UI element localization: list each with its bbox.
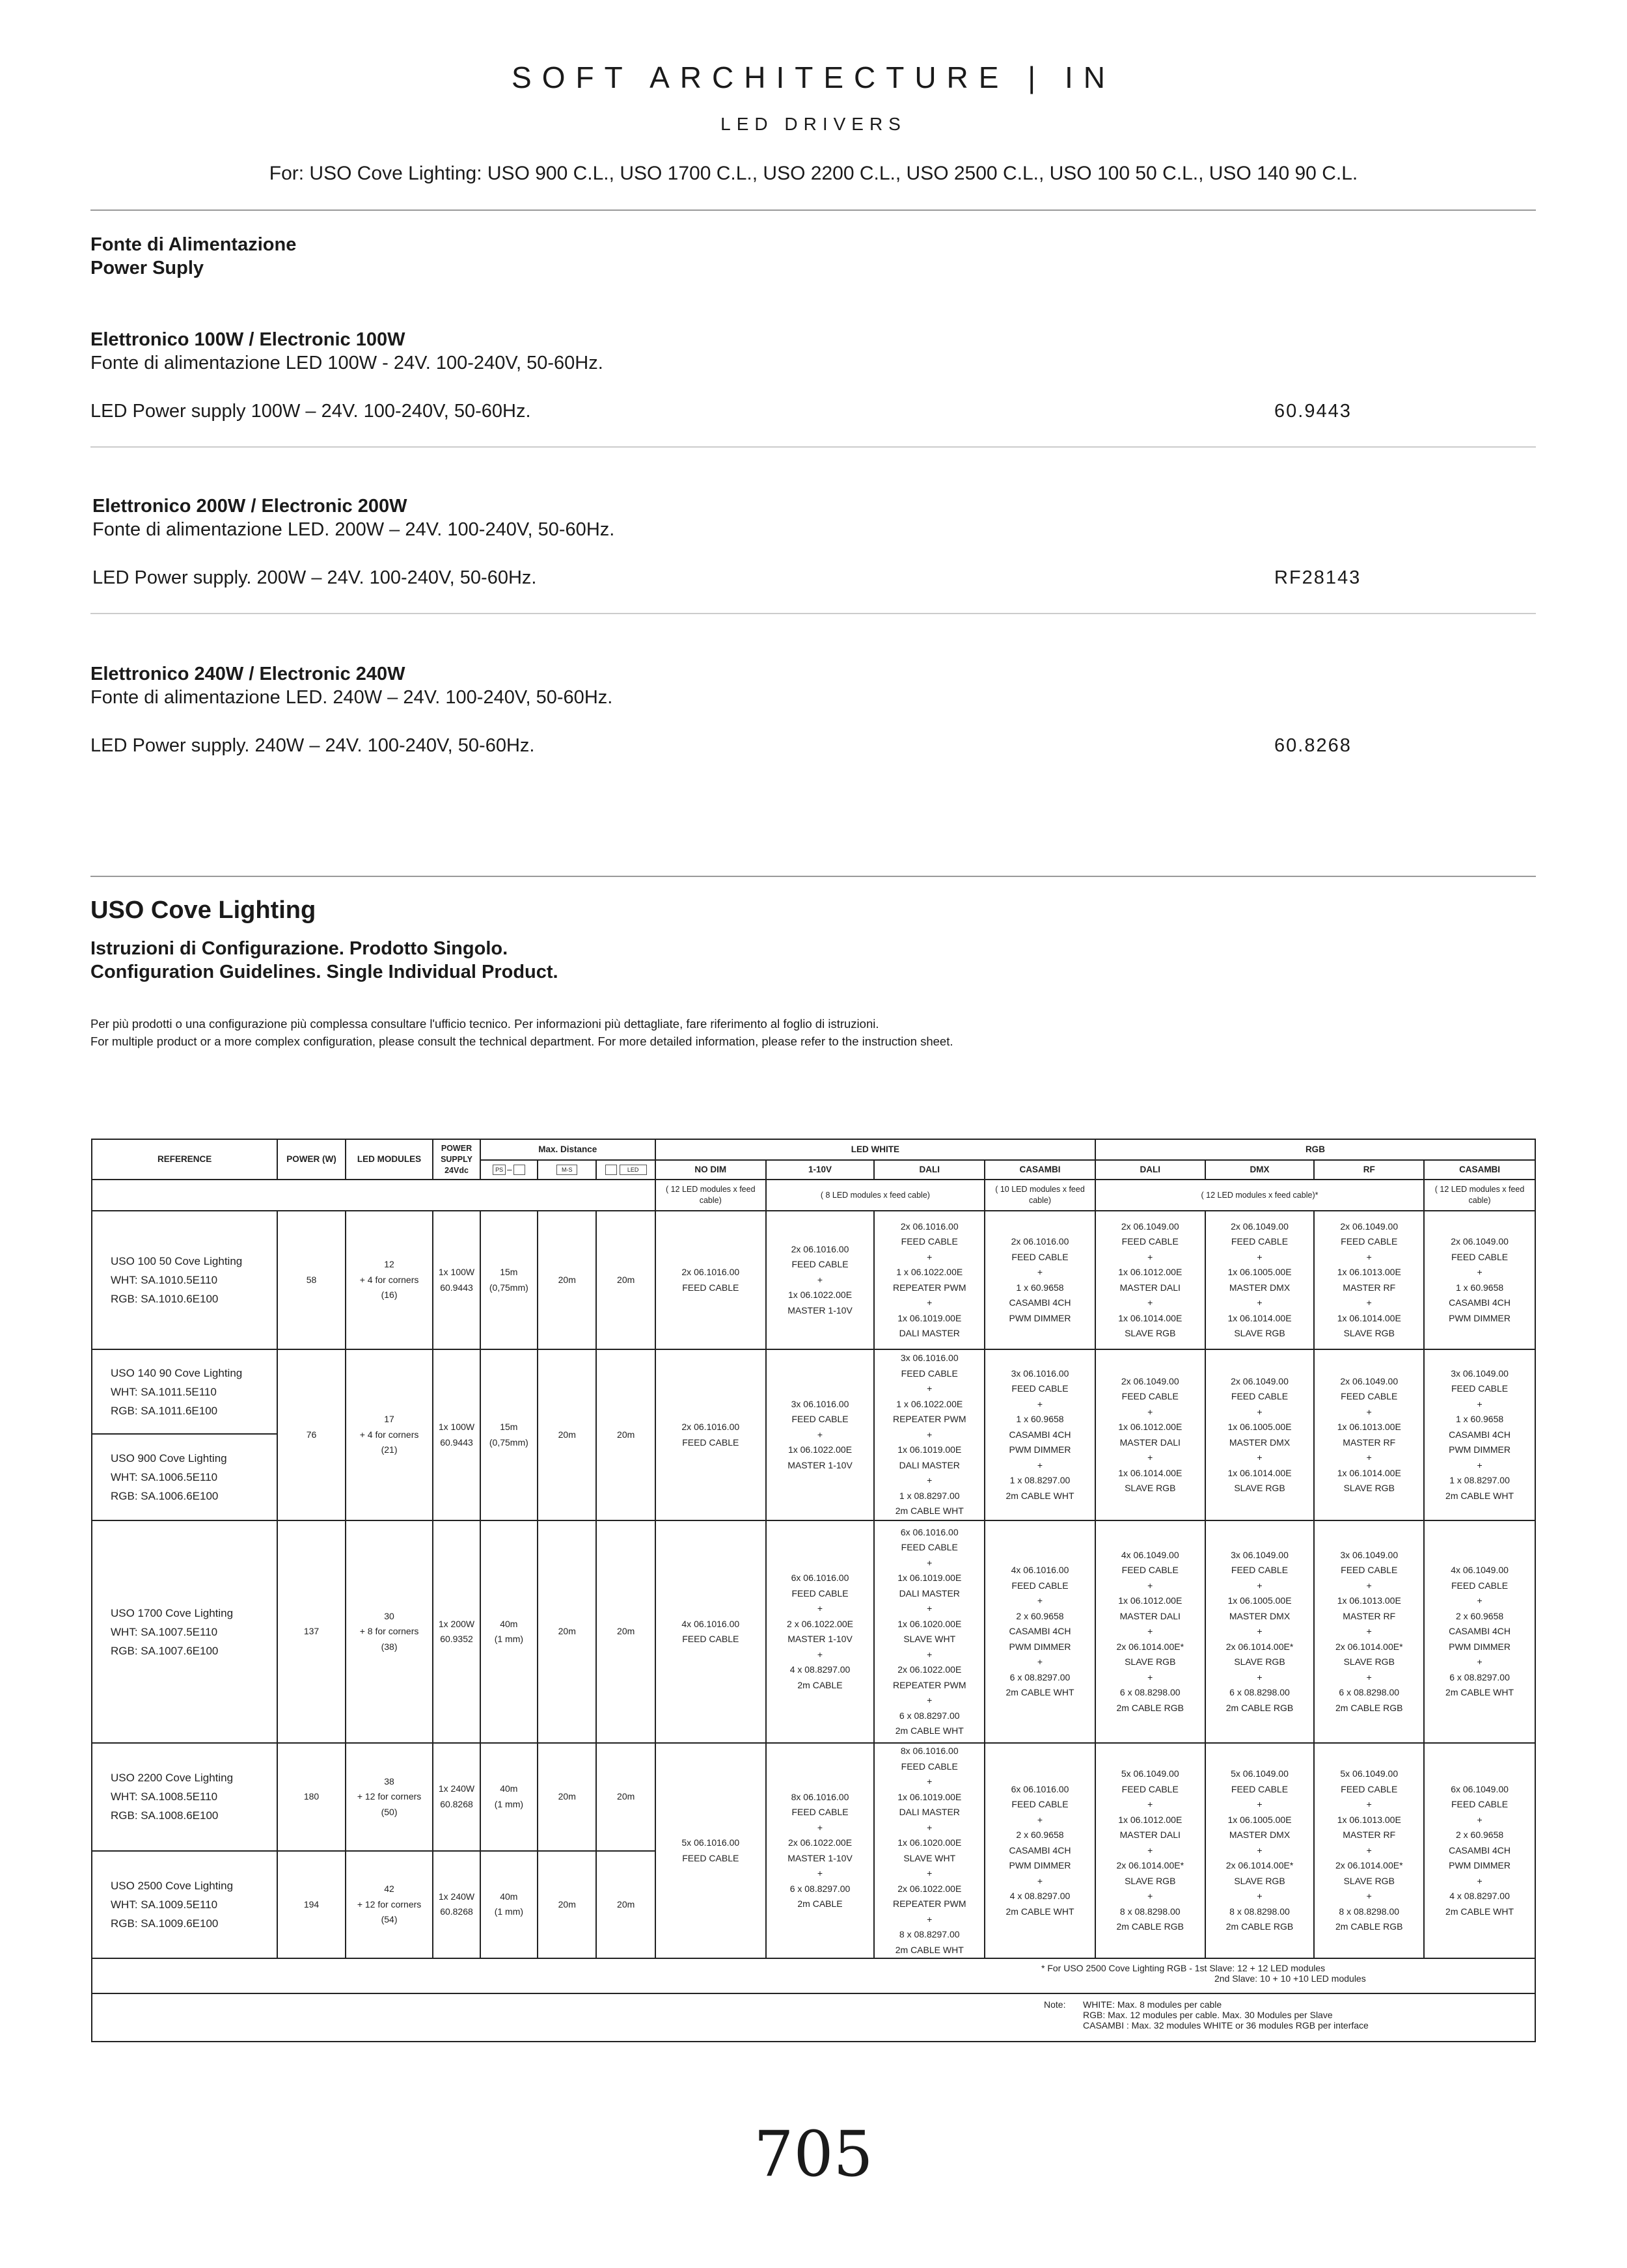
configuration-table <box>91 1139 1536 2042</box>
reference-cell: USO 140 90 Cove Lighting WHT: SA.1011.5E110 RGB: SA.1011.6E100 <box>92 1349 277 1434</box>
config-cell: 8x 06.1016.00 FEED CABLE + 2x 06.1022.00E MASTER 1-10V + 6 x 08.8297.00 2m CABLE <box>766 1743 875 1958</box>
distance-cell: 40m (1 mm) <box>480 1520 538 1743</box>
distance-cell: 40m (1 mm) <box>480 1743 538 1851</box>
power-cell: 194 <box>277 1851 345 1959</box>
col-power: POWER (W) <box>277 1139 345 1180</box>
config-cell: 6x 06.1049.00 FEED CABLE + 2 x 60.9658 CASAMBI 4CH PWM DIMMER + 4 x 08.8297.00 2m CABLE WHT <box>1424 1743 1535 1958</box>
config-cell: 2x 06.1049.00 FEED CABLE + 1x 06.1005.00E MASTER DMX + 1x 06.1014.00E SLAVE RGB <box>1205 1349 1315 1520</box>
note-en: For multiple product or a more complex configuration, please consult the technical department. For more detailed information, please refer to the instruction sheet. <box>90 1034 953 1048</box>
config-cell: 4x 06.1016.00 FEED CABLE <box>655 1520 766 1743</box>
config-cell: 2x 06.1016.00 FEED CABLE + 1 x 06.1022.00E REPEATER PWM + 1x 06.1019.00E DALI MASTER <box>874 1211 985 1349</box>
power-cell: 137 <box>277 1520 345 1743</box>
config-cell: 2x 06.1016.00 FEED CABLE <box>655 1349 766 1520</box>
col-reference: REFERENCE <box>92 1139 277 1180</box>
distance-cell: 20m <box>596 1743 655 1851</box>
item-desc-it: Fonte di alimentazione LED 100W - 24V. 100-240V, 50-60Hz. <box>90 353 603 373</box>
config-cell: 3x 06.1016.00 FEED CABLE + 1x 06.1022.00E MASTER 1-10V <box>766 1349 875 1520</box>
note-line: RGB: Max. 12 modules per cable. Max. 30 Modules per Slave <box>1083 2010 1333 2020</box>
footnote-line: 2nd Slave: 10 + 10 +10 LED modules <box>1214 1973 1366 1984</box>
distance-cell: 20m <box>538 1851 596 1959</box>
distance-cell: 20m <box>596 1349 655 1520</box>
note-line: WHITE: Max. 8 modules per cable <box>1083 1999 1222 2010</box>
table-row <box>92 1349 1535 1434</box>
config-cell: 2x 06.1049.00 FEED CABLE + 1x 06.1012.00E MASTER DALI + 1x 06.1014.00E SLAVE RGB <box>1095 1349 1205 1520</box>
page-subtitle: LED DRIVERS <box>720 114 907 134</box>
divider <box>90 209 1536 211</box>
reference-cell: USO 900 Cove Lighting WHT: SA.1006.5E110 RGB: SA.1006.6E100 <box>92 1434 277 1520</box>
module-icon <box>513 1165 525 1175</box>
power-cell: 58 <box>277 1211 345 1349</box>
reference-cell: USO 100 50 Cove Lighting WHT: SA.1010.5E110 RGB: SA.1010.6E100 <box>92 1211 277 1349</box>
config-cell: 6x 06.1016.00 FEED CABLE + 1x 06.1019.00E DALI MASTER + 1x 06.1020.00E SLAVE WHT + 2x 06.1022.00E REPEATER PWM + 6 x 08.8297.00 2m CABLE WHT <box>874 1520 985 1743</box>
note-row <box>92 1993 1535 2042</box>
power-supply-cell: 1x 240W 60.8268 <box>433 1851 480 1959</box>
col-rgb-dali: DALI <box>1095 1160 1205 1180</box>
config-cell: 2x 06.1049.00 FEED CABLE + 1x 06.1005.00E MASTER DMX + 1x 06.1014.00E SLAVE RGB <box>1205 1211 1315 1349</box>
item-desc-en: LED Power supply. 200W – 24V. 100-240V, 50-60Hz. <box>92 567 537 588</box>
config-cell: 8x 06.1016.00 FEED CABLE + 1x 06.1019.00E DALI MASTER + 1x 06.1020.00E SLAVE WHT + 2x 06.1022.00E REPEATER PWM + 8 x 08.8297.00 2m CABLE WHT <box>874 1743 985 1958</box>
item-code: RF28143 <box>1274 567 1361 588</box>
item-title: Elettronico 240W / Electronic 240W <box>90 664 405 684</box>
master-slave-icon: M-S <box>556 1165 577 1175</box>
modules-cell: 42 + 12 for corners (54) <box>346 1851 433 1959</box>
config-cell: 2x 06.1016.00 FEED CABLE + 1x 06.1022.00E MASTER 1-10V <box>766 1211 875 1349</box>
col-rf: RF <box>1314 1160 1424 1180</box>
config-cell: 2x 06.1049.00 FEED CABLE + 1x 06.1013.00E MASTER RF + 1x 06.1014.00E SLAVE RGB <box>1314 1349 1424 1520</box>
config-cell: 4x 06.1016.00 FEED CABLE + 2 x 60.9658 CASAMBI 4CH PWM DIMMER + 6 x 08.8297.00 2m CABLE WHT <box>985 1520 1095 1743</box>
subheader-rgb-casambi: ( 12 LED modules x feed cable) <box>1424 1180 1535 1211</box>
col-led-white: LED WHITE <box>655 1139 1095 1160</box>
distance-cell: 20m <box>538 1349 596 1520</box>
page-number: 705 <box>754 2118 873 2191</box>
subheader-casambi: ( 10 LED modules x feed cable) <box>985 1180 1095 1211</box>
config-cell: 2x 06.1016.00 FEED CABLE + 1 x 60.9658 CASAMBI 4CH PWM DIMMER <box>985 1211 1095 1349</box>
divider <box>90 876 1536 877</box>
col-1-10v: 1-10V <box>766 1160 875 1180</box>
compatibility-line: For: USO Cove Lighting: USO 900 C.L., USO 1700 C.L., USO 2200 C.L., USO 2500 C.L., USO 100 50 C.L., USO 140 90 C.L. <box>269 163 1358 184</box>
config-cell: 2x 06.1049.00 FEED CABLE + 1 x 60.9658 CASAMBI 4CH PWM DIMMER <box>1424 1211 1535 1349</box>
page-title: SOFT ARCHITECTURE | IN <box>512 61 1115 94</box>
col-rgb-casambi: CASAMBI <box>1424 1160 1535 1180</box>
config-cell: 5x 06.1049.00 FEED CABLE + 1x 06.1005.00E MASTER DMX + 2x 06.1014.00E* SLAVE RGB + 8 x 08.8298.00 2m CABLE RGB <box>1205 1743 1315 1958</box>
config-cell: 5x 06.1016.00 FEED CABLE <box>655 1743 766 1958</box>
divider <box>90 613 1536 614</box>
config-cell: 3x 06.1016.00 FEED CABLE + 1 x 60.9658 CASAMBI 4CH PWM DIMMER + 1 x 08.8297.00 2m CABLE WHT <box>985 1349 1095 1520</box>
config-cell: 5x 06.1049.00 FEED CABLE + 1x 06.1013.00E MASTER RF + 2x 06.1014.00E* SLAVE RGB + 8 x 08.8298.00 2m CABLE RGB <box>1314 1743 1424 1958</box>
module-icon <box>605 1165 617 1175</box>
distance-icon-cell <box>538 1160 596 1180</box>
blank-cell <box>92 1180 655 1211</box>
item-desc-it: Fonte di alimentazione LED. 200W – 24V. 100-240V, 50-60Hz. <box>92 519 615 540</box>
col-dmx: DMX <box>1205 1160 1315 1180</box>
config-cell: 6x 06.1016.00 FEED CABLE + 2 x 60.9658 CASAMBI 4CH PWM DIMMER + 4 x 08.8297.00 2m CABLE WHT <box>985 1743 1095 1958</box>
reference-cell: USO 2200 Cove Lighting WHT: SA.1008.5E110 RGB: SA.1008.6E100 <box>92 1743 277 1851</box>
subheader-1-10v-dali: ( 8 LED modules x feed cable) <box>766 1180 985 1211</box>
config-cell: 6x 06.1016.00 FEED CABLE + 2 x 06.1022.00E MASTER 1-10V + 4 x 08.8297.00 2m CABLE <box>766 1520 875 1743</box>
item-desc-en: LED Power supply 100W – 24V. 100-240V, 50-60Hz. <box>90 401 531 422</box>
item-title: Elettronico 100W / Electronic 100W <box>90 329 405 350</box>
col-rgb: RGB <box>1095 1139 1535 1160</box>
item-code: 60.9443 <box>1274 401 1352 422</box>
divider <box>90 446 1536 448</box>
col-led-modules: LED MODULES <box>346 1139 433 1180</box>
note-line: CASAMBI : Max. 32 modules WHITE or 36 modules RGB per interface <box>1083 2020 1369 2031</box>
reference-cell: USO 2500 Cove Lighting WHT: SA.1009.5E110 RGB: SA.1009.6E100 <box>92 1851 277 1959</box>
item-code: 60.8268 <box>1274 735 1352 756</box>
power-cell: 76 <box>277 1349 345 1520</box>
distance-cell: 20m <box>538 1743 596 1851</box>
config-cell: 2x 06.1049.00 FEED CABLE + 1x 06.1013.00E MASTER RF + 1x 06.1014.00E SLAVE RGB <box>1314 1211 1424 1349</box>
section-heading-en: Power Suply <box>90 258 204 278</box>
config-cell: 2x 06.1016.00 FEED CABLE <box>655 1211 766 1349</box>
config-cell: 4x 06.1049.00 FEED CABLE + 2 x 60.9658 CASAMBI 4CH PWM DIMMER + 6 x 08.8297.00 2m CABLE WHT <box>1424 1520 1535 1743</box>
section-heading-it: Fonte di Alimentazione <box>90 234 297 255</box>
power-supply-cell: 1x 100W 60.9443 <box>433 1349 480 1520</box>
note-it: Per più prodotti o una configurazione più complessa consultare l'ufficio tecnico. Per informazioni più dettagliate, fare riferimento al foglio di istruzioni. <box>90 1017 879 1031</box>
note-cell <box>92 1993 1535 2042</box>
guide-it: Istruzioni di Configurazione. Prodotto Singolo. <box>90 938 508 959</box>
cove-title: USO Cove Lighting <box>90 897 316 924</box>
table-row <box>92 1520 1535 1743</box>
col-no-dim: NO DIM <box>655 1160 766 1180</box>
config-cell: 3x 06.1049.00 FEED CABLE + 1 x 60.9658 CASAMBI 4CH PWM DIMMER + 1 x 08.8297.00 2m CABLE WHT <box>1424 1349 1535 1520</box>
col-power-supply: POWER SUPPLY 24Vdc <box>433 1139 480 1180</box>
power-supply-cell: 1x 100W 60.9443 <box>433 1211 480 1349</box>
led-strip-icon: LED <box>620 1165 647 1175</box>
distance-icon-cell: PS – <box>480 1160 538 1180</box>
power-cell: 180 <box>277 1743 345 1851</box>
power-supply-cell: 1x 200W 60.9352 <box>433 1520 480 1743</box>
col-max-distance: Max. Distance <box>480 1139 655 1160</box>
distance-cell: 40m (1 mm) <box>480 1851 538 1959</box>
distance-cell: 15m (0,75mm) <box>480 1211 538 1349</box>
modules-cell: 17 + 4 for corners (21) <box>346 1349 433 1520</box>
subheader-no-dim: ( 12 LED modules x feed cable) <box>655 1180 766 1211</box>
power-supply-cell: 1x 240W 60.8268 <box>433 1743 480 1851</box>
distance-cell: 20m <box>596 1211 655 1349</box>
distance-cell: 20m <box>538 1520 596 1743</box>
config-cell: 3x 06.1016.00 FEED CABLE + 1 x 06.1022.00E REPEATER PWM + 1x 06.1019.00E DALI MASTER + 1 x 08.8297.00 2m CABLE WHT <box>874 1349 985 1520</box>
distance-cell: 15m (0,75mm) <box>480 1349 538 1520</box>
modules-cell: 30 + 8 for corners (38) <box>346 1520 433 1743</box>
reference-cell: USO 1700 Cove Lighting WHT: SA.1007.5E110 RGB: SA.1007.6E100 <box>92 1520 277 1743</box>
config-cell: 4x 06.1049.00 FEED CABLE + 1x 06.1012.00E MASTER DALI + 2x 06.1014.00E* SLAVE RGB + 6 x 08.8298.00 2m CABLE RGB <box>1095 1520 1205 1743</box>
table-row <box>92 1743 1535 1851</box>
footnote-cell <box>92 1958 1535 1993</box>
distance-icon-cell <box>596 1160 655 1180</box>
power-supply-icon: PS <box>493 1165 506 1175</box>
distance-cell: 20m <box>596 1520 655 1743</box>
item-title: Elettronico 200W / Electronic 200W <box>92 496 407 517</box>
config-cell: 2x 06.1049.00 FEED CABLE + 1x 06.1012.00E MASTER DALI + 1x 06.1014.00E SLAVE RGB <box>1095 1211 1205 1349</box>
item-desc-it: Fonte di alimentazione LED. 240W – 24V. 100-240V, 50-60Hz. <box>90 687 613 708</box>
note-label: Note: <box>1044 1999 1066 2010</box>
modules-cell: 38 + 12 for corners (50) <box>346 1743 433 1851</box>
subheader-rgb: ( 12 LED modules x feed cable)* <box>1095 1180 1424 1211</box>
modules-cell: 12 + 4 for corners (16) <box>346 1211 433 1349</box>
table-row <box>92 1211 1535 1349</box>
config-cell: 5x 06.1049.00 FEED CABLE + 1x 06.1012.00E MASTER DALI + 2x 06.1014.00E* SLAVE RGB + 8 x 08.8298.00 2m CABLE RGB <box>1095 1743 1205 1958</box>
config-cell: 3x 06.1049.00 FEED CABLE + 1x 06.1005.00E MASTER DMX + 2x 06.1014.00E* SLAVE RGB + 6 x 08.8298.00 2m CABLE RGB <box>1205 1520 1315 1743</box>
config-cell: 3x 06.1049.00 FEED CABLE + 1x 06.1013.00E MASTER RF + 2x 06.1014.00E* SLAVE RGB + 6 x 08.8298.00 2m CABLE RGB <box>1314 1520 1424 1743</box>
footnote-row <box>92 1958 1535 1993</box>
item-desc-en: LED Power supply. 240W – 24V. 100-240V, 50-60Hz. <box>90 735 535 756</box>
col-casambi: CASAMBI <box>985 1160 1095 1180</box>
distance-cell: 20m <box>538 1211 596 1349</box>
distance-cell: 20m <box>596 1851 655 1959</box>
footnote-line: * For USO 2500 Cove Lighting RGB - 1st Slave: 12 + 12 LED modules <box>1041 1963 1326 1973</box>
guide-en: Configuration Guidelines. Single Individual Product. <box>90 962 558 982</box>
col-dali: DALI <box>874 1160 985 1180</box>
